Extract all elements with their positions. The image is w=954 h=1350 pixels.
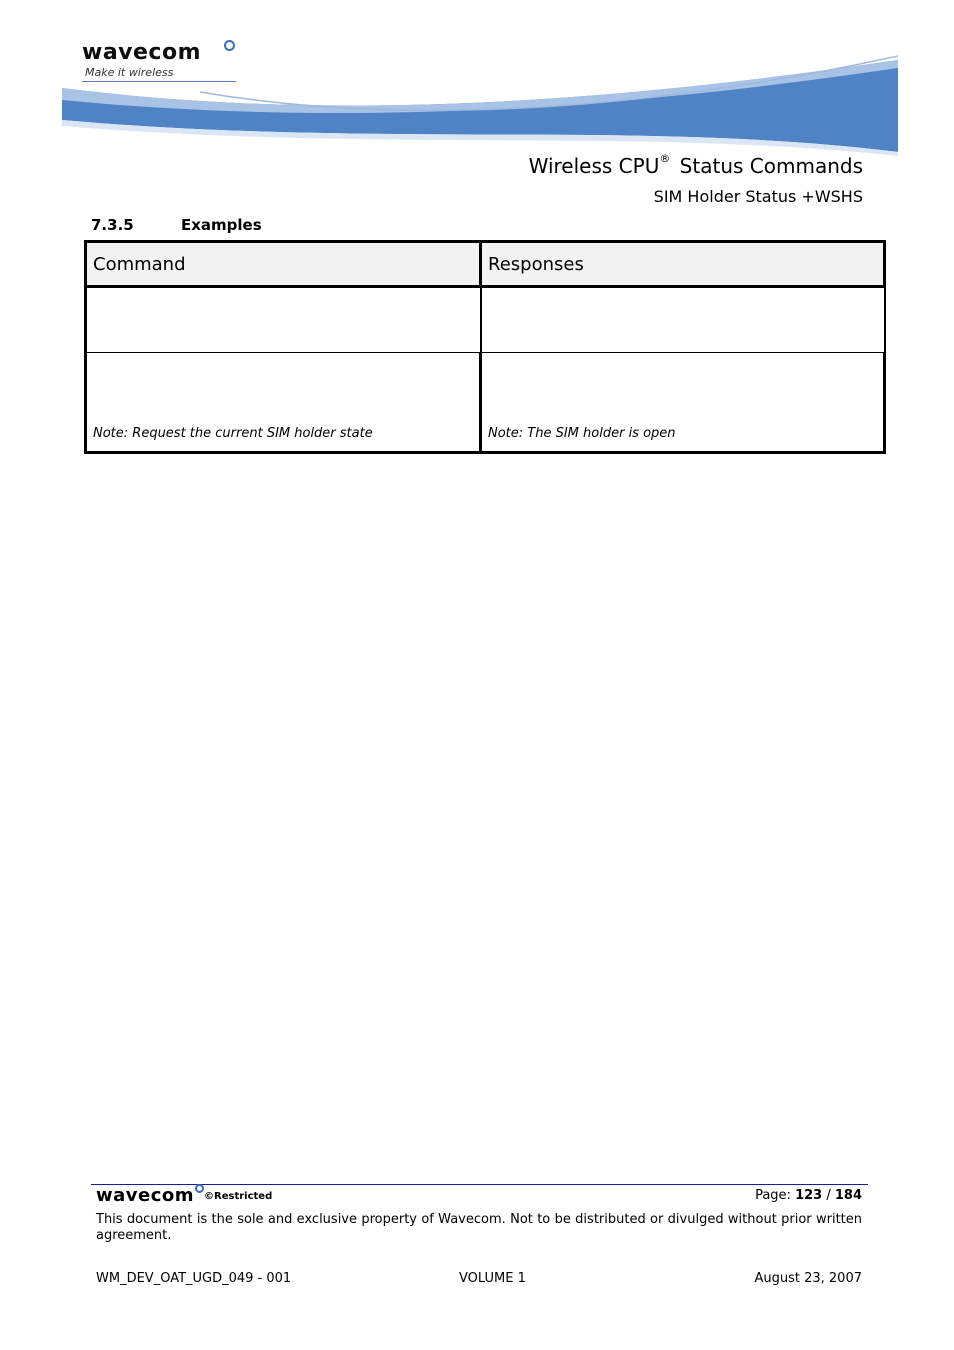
document-id: WM_DEV_OAT_UGD_049 - 001 [96,1271,292,1286]
section-title: Examples [181,216,262,234]
title-rest: Status Commands [673,154,863,178]
logo-wordmark: wavecom [82,40,202,65]
logo-tagline: Make it wireless [85,66,174,79]
table-row [86,287,885,353]
registered-mark: ® [659,152,671,165]
document-subtitle: SIM Holder Status +WSHS [653,187,863,206]
wavecom-logo [82,40,242,84]
logo-swirl-icon [224,40,235,51]
footer-logo-wordmark: wavecom [96,1185,195,1206]
title-text: Wireless CPU [528,154,660,178]
restricted-label: ©Restricted [204,1191,273,1202]
header-responses: Responses [481,242,885,287]
logo-underline [82,81,236,82]
response-cell [481,287,885,353]
examples-table [84,240,886,441]
section-number: 7.3.5 [91,216,134,234]
document-date: August 23, 2007 [754,1271,862,1286]
confidentiality-notice: This document is the sole and exclusive property of Wavecom. Not to be distributed or divulged without prior written agreement. [96,1212,862,1243]
header-command: Command [86,242,481,287]
footer-logo [96,1185,272,1207]
page-number [755,1188,862,1203]
table-row [86,353,885,453]
footer-logo-swirl-icon [195,1184,204,1193]
volume-label: VOLUME 1 [459,1271,526,1286]
document-title [529,154,863,178]
page-separator: / [822,1188,835,1203]
page-current: 123 [795,1188,823,1203]
page-label-text: Page: [755,1188,796,1203]
response-note-cell: Note: The SIM holder is open [481,353,885,453]
table-header-row [86,242,885,287]
page-total: 184 [834,1188,862,1203]
section-heading [91,216,262,234]
command-note-cell: Note: Request the current SIM holder state [86,353,481,453]
command-cell [86,287,481,353]
